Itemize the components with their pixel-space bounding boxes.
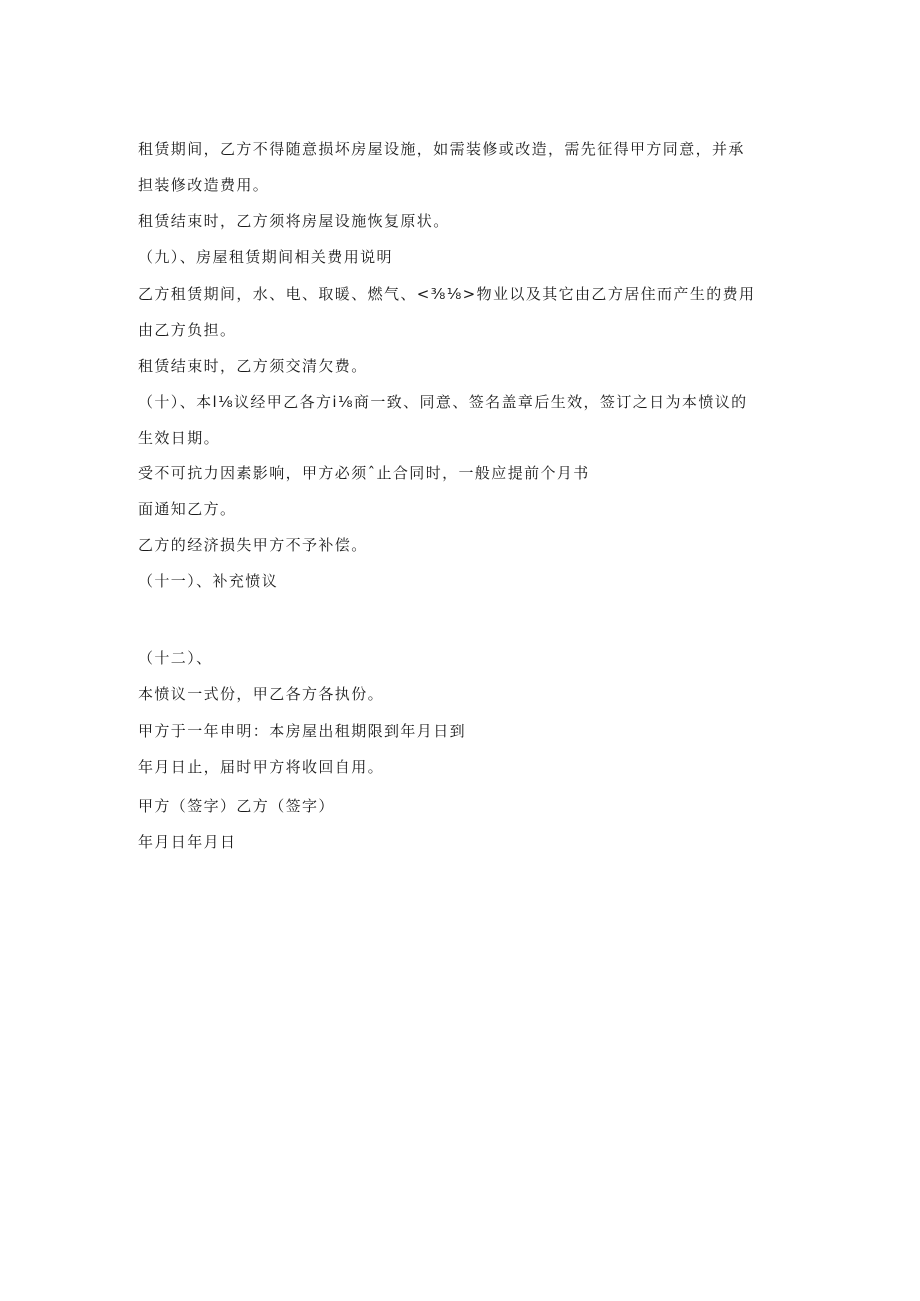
text-line: 乙方的经济损失甲方不予补偿。 xyxy=(138,536,368,554)
text-line: 年月日止，届时甲方将收回自用。 xyxy=(138,758,385,776)
text-line: 甲方于一年申明：本房屋出租期限到年月日到 xyxy=(138,722,467,740)
section-heading: （九）、房屋租赁期间相关费用说明 xyxy=(138,248,393,266)
date-line: 年月日年月日 xyxy=(138,833,237,851)
section-heading: （十）、本l⅛议经甲乙各方i⅛商一致、同意、签名盖章后生效，签订之日为本愤议的 xyxy=(138,393,748,411)
text-line: 租赁期间，乙方不得随意损坏房屋设施，如需装修或改造，需先征得甲方同意，并承 xyxy=(138,140,745,158)
text-line: 担装修改造费用。 xyxy=(138,176,270,194)
section-heading: （十一）、补充愤议 xyxy=(138,572,279,590)
text-line: 面通知乙方。 xyxy=(138,500,237,518)
text-line: 由乙方负担。 xyxy=(138,321,237,339)
text-line: 受不可抗力因素影响，甲方必须ˆ止合同时，一般应提前个月书 xyxy=(138,464,590,482)
signature-line: 甲方（签字）乙方（签字） xyxy=(138,797,335,815)
text-line: 本愤议一式份，甲乙各方各执份。 xyxy=(138,685,385,703)
text-line: 租赁结束时，乙方须将房屋设施恢复原状。 xyxy=(138,212,450,230)
text-line: 生效日期。 xyxy=(138,429,221,447)
text-line: 租赁结束时，乙方须交清欠费。 xyxy=(138,357,368,375)
section-heading: （十二）、 xyxy=(138,649,213,667)
text-line: 乙方租赁期间，水、电、取暖、燃气、<⅜⅛>物业以及其它由乙方居住而产生的费用 xyxy=(138,285,756,303)
